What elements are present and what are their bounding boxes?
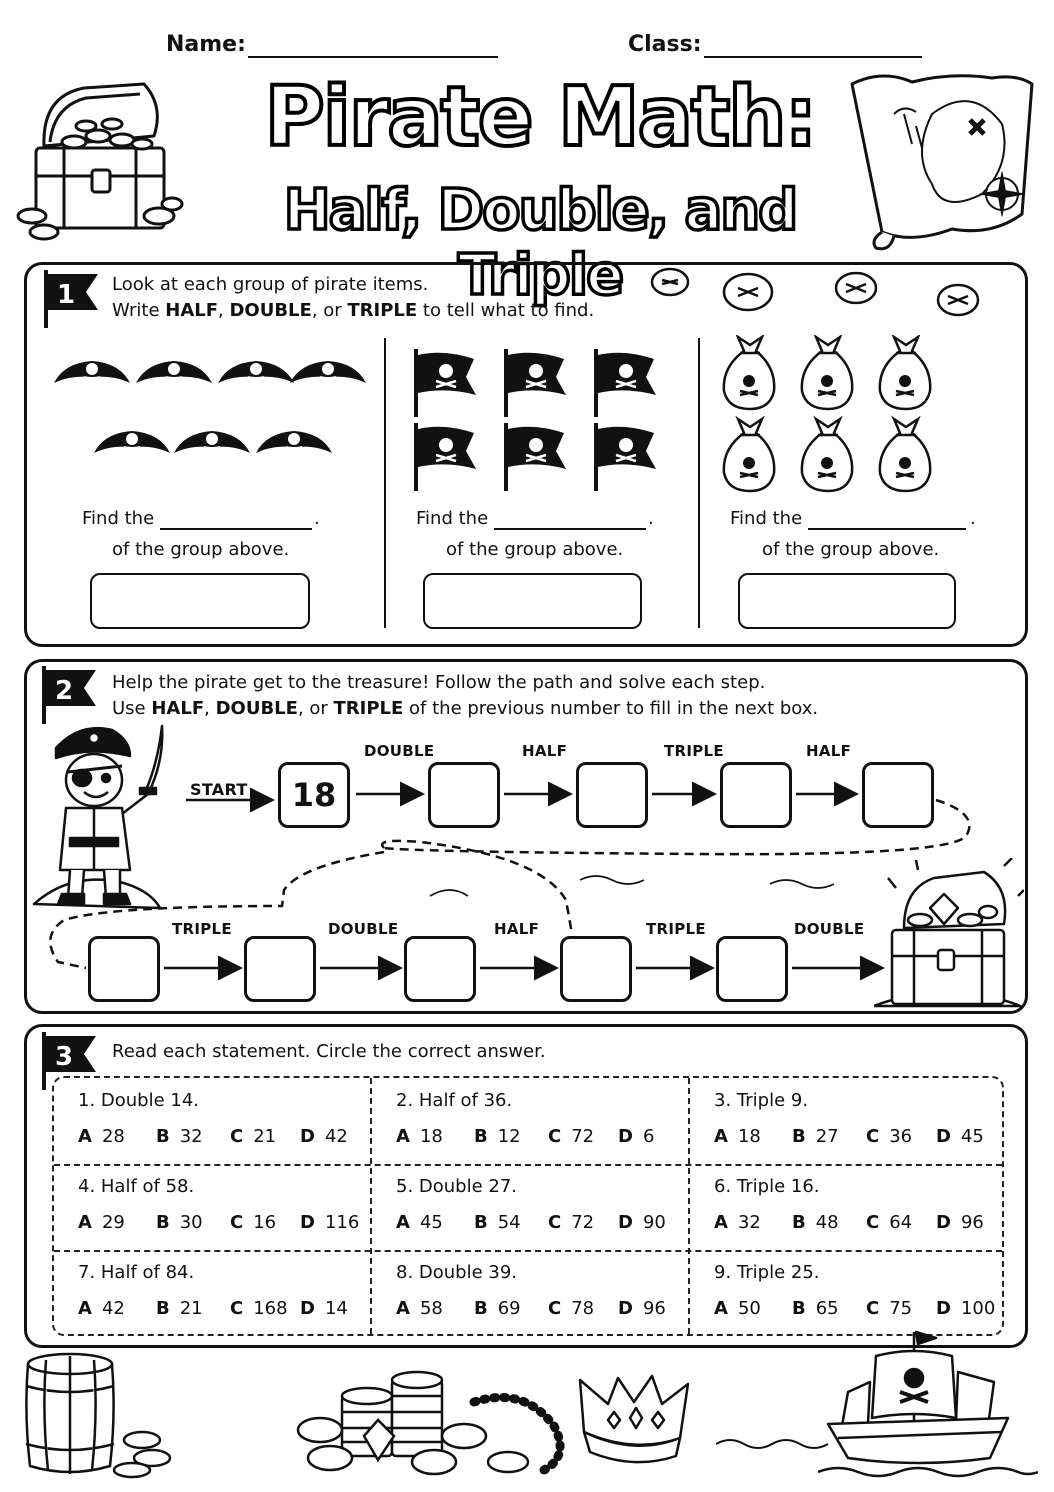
op-r1-4: HALF — [806, 742, 852, 760]
question-text: 6. Triple 16. — [714, 1176, 820, 1197]
answer-option[interactable]: D 6 — [618, 1126, 655, 1147]
op-r1-3: TRIPLE — [664, 742, 724, 760]
section-3-number: 3 — [54, 1042, 74, 1072]
answer-option[interactable]: C 72 — [548, 1212, 595, 1233]
answer-option[interactable]: D 96 — [936, 1212, 984, 1233]
question-text: 5. Double 27. — [396, 1176, 518, 1197]
answer-option[interactable]: B 69 — [474, 1298, 521, 1319]
section-2-instruction: Help the pirate get to the treasure! Follow the path and solve each step. Use HALF, DOUBLE, or TRIPLE of the previous number to fill in the next box. — [112, 672, 819, 719]
treasure-chest-icon — [874, 858, 1024, 1014]
question-cell — [370, 1162, 687, 1248]
question-text: 4. Half of 58. — [78, 1176, 195, 1197]
answer-option[interactable]: B 30 — [156, 1212, 203, 1233]
answer-option[interactable]: C 64 — [866, 1212, 913, 1233]
answer-option[interactable]: B 65 — [792, 1298, 839, 1319]
class-label: Class: — [628, 32, 702, 57]
answer-option[interactable]: C 36 — [866, 1126, 913, 1147]
name-label: Name: — [166, 32, 246, 57]
start-box: 18 — [278, 762, 350, 828]
answer-option[interactable]: A 42 — [78, 1298, 125, 1319]
question-text: 1. Double 14. — [78, 1090, 200, 1111]
answer-option[interactable]: C 21 — [230, 1126, 277, 1147]
section-1-instruction: Look at each group of pirate items. Write HALF, DOUBLE, or TRIPLE to tell what to find. — [112, 274, 595, 321]
answer-option[interactable]: D 14 — [300, 1298, 348, 1319]
section-3-instruction: Read each statement. Circle the correct answer. — [112, 1041, 546, 1062]
op-r2-2: DOUBLE — [328, 920, 399, 938]
question-cell — [688, 1076, 1005, 1162]
answer-option[interactable]: D 96 — [618, 1298, 666, 1319]
wave-icon — [716, 1430, 836, 1460]
answer-option[interactable]: B 12 — [474, 1126, 521, 1147]
start-label: START — [190, 780, 248, 799]
answer-option[interactable]: A 28 — [78, 1126, 125, 1147]
question-cell — [52, 1162, 369, 1248]
barrel-icon — [20, 1350, 180, 1480]
answer-option[interactable]: D 100 — [936, 1298, 996, 1319]
op-r2-3: HALF — [494, 920, 540, 938]
coin-pile-icon — [294, 1366, 584, 1478]
answer-option[interactable]: D 116 — [300, 1212, 360, 1233]
question-text: 2. Half of 36. — [396, 1090, 513, 1111]
op-r1-1: DOUBLE — [364, 742, 435, 760]
answer-option[interactable]: B 48 — [792, 1212, 839, 1233]
question-cell — [370, 1076, 687, 1162]
answer-option[interactable]: A 18 — [396, 1126, 443, 1147]
answer-option[interactable]: C 16 — [230, 1212, 277, 1233]
answer-option[interactable]: A 29 — [78, 1212, 125, 1233]
answer-option[interactable]: A 18 — [714, 1126, 761, 1147]
question-cell — [52, 1248, 369, 1334]
answer-option[interactable]: A 45 — [396, 1212, 443, 1233]
op-r2-4: TRIPLE — [646, 920, 706, 938]
answer-option[interactable]: C 72 — [548, 1126, 595, 1147]
of-label-2: of the group above. — [446, 539, 624, 560]
pirate-ship-icon — [818, 1322, 1038, 1482]
answer-option[interactable]: A 58 — [396, 1298, 443, 1319]
crown-icon — [578, 1374, 692, 1466]
question-cell — [688, 1162, 1005, 1248]
op-r1-2: HALF — [522, 742, 568, 760]
find-label-2: Find the — [416, 508, 489, 529]
answer-option[interactable]: C 168 — [230, 1298, 288, 1319]
answer-option[interactable]: D 42 — [300, 1126, 348, 1147]
section-2-number: 2 — [54, 676, 74, 706]
of-label-3: of the group above. — [762, 539, 940, 560]
section-1-number: 1 — [56, 280, 76, 310]
answer-option[interactable]: B 21 — [156, 1298, 203, 1319]
question-cell — [370, 1248, 687, 1334]
answer-option[interactable]: C 78 — [548, 1298, 595, 1319]
answer-option[interactable]: A 32 — [714, 1212, 761, 1233]
question-text: 9. Triple 25. — [714, 1262, 820, 1283]
op-r2-1: TRIPLE — [172, 920, 232, 938]
answer-option[interactable]: D 90 — [618, 1212, 666, 1233]
title-line2: Half, Double, and Triple — [283, 178, 797, 308]
question-text: 3. Triple 9. — [714, 1090, 809, 1111]
answer-option[interactable]: B 32 — [156, 1126, 203, 1147]
of-label-1: of the group above. — [112, 539, 290, 560]
answer-option[interactable]: A 50 — [714, 1298, 761, 1319]
question-cell — [52, 1076, 369, 1162]
answer-option[interactable]: C 75 — [866, 1298, 913, 1319]
question-text: 7. Half of 84. — [78, 1262, 195, 1283]
find-label-1: Find the — [82, 508, 155, 529]
find-label-3: Find the — [730, 508, 803, 529]
title-line1: Pirate Math: — [264, 70, 816, 165]
answer-option[interactable]: B 54 — [474, 1212, 521, 1233]
answer-option[interactable]: B 27 — [792, 1126, 839, 1147]
answer-option[interactable]: D 45 — [936, 1126, 984, 1147]
op-r2-5: DOUBLE — [794, 920, 865, 938]
question-text: 8. Double 39. — [396, 1262, 518, 1283]
